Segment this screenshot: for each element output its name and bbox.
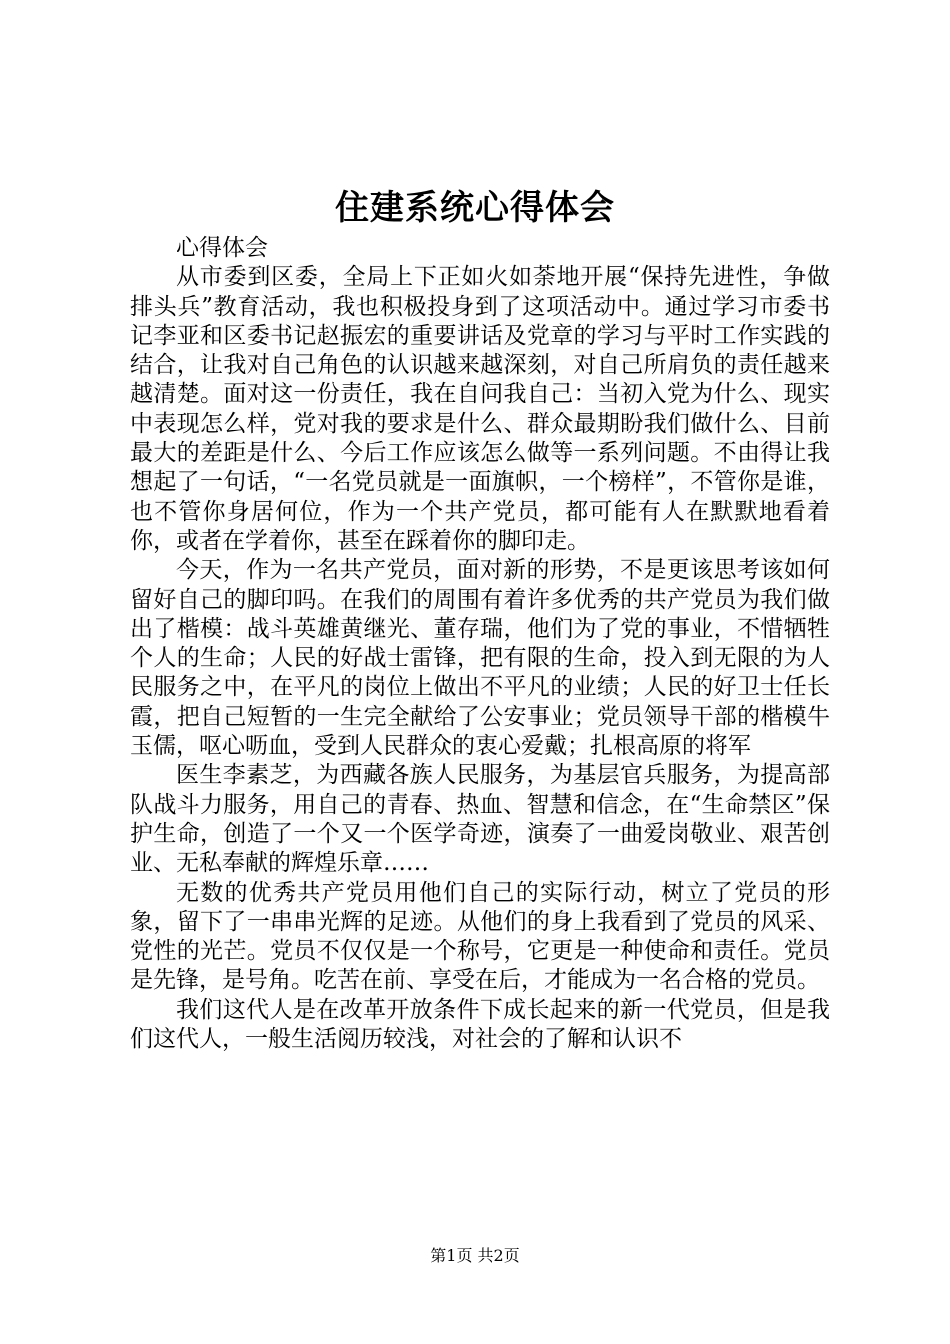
paragraph: 医生李素芝，为西藏各族人民服务，为基层官兵服务，为提高部队战斗力服务，用自己的青春、热血、智慧和信念，在“生命禁区”保护生命，创造了一个又一个医学奇迹，演奏了一曲爱岗敬业、艰苦创业、无私奉献的辉煌乐章…… — [130, 762, 830, 877]
page-footer: 第1页 共2页 — [430, 1246, 520, 1265]
document-body — [130, 234, 830, 1054]
paragraph: 今天，作为一名共产党员，面对新的形势，不是更该思考该如何留好自己的脚印吗。在我们的周围有着许多优秀的共产党员为我们做出了楷模：战斗英雄黄继光、董存瑞，他们为了党的事业，不惜牺牲个人的生命；人民的好战士雷锋，把有限的生命，投入到无限的为人民服务之中，在平凡的岗位上做出不平凡的业绩；人民的好卫士任长霞，把自己短暂的一生完全献给了公安事业；党员领导干部的楷模牛玉儒，呕心呖血，受到人民群众的衷心爱戴；扎根高原的将军 — [130, 557, 830, 760]
paragraph: 从市委到区委，全局上下正如火如荼地开展“保持先进性，争做排头兵”教育活动，我也积极投身到了这项活动中。通过学习市委书记李亚和区委书记赵振宏的重要讲话及党章的学习与平时工作实践的结合，让我对自己角色的认识越来越深刻，对自己所肩负的责任越来越清楚。面对这一份责任，我在自问我自己：当初入党为什么、现实中表现怎么样，党对我的要求是什么、群众最期盼我们做什么、目前最大的差距是什么、今后工作应该怎么做等一系列问题。不由得让我想起了一句话，“一名党员就是一面旗帜，一个榜样”，不管你是谁，也不管你身居何位，作为一个共产党员，都可能有人在默默地看着你，或者在学着你，甚至在踩着你的脚印走。 — [130, 264, 830, 554]
paragraph: 我们这代人是在改革开放条件下成长起来的新一代党员，但是我们这代人，一般生活阅历较浅，对社会的了解和认识不 — [130, 996, 830, 1053]
document-title: 住建系统心得体会 — [335, 188, 615, 228]
paragraph: 无数的优秀共产党员用他们自己的实际行动，树立了党员的形象，留下了一串串光辉的足迹。从他们的身上我看到了党员的风采、党性的光芒。党员不仅仅是一个称号，它更是一种使命和责任。党员是先锋，是号角。吃苦在前、享受在后，才能成为一名合格的党员。 — [130, 879, 830, 994]
paragraph-heading: 心得体会 — [176, 235, 268, 261]
